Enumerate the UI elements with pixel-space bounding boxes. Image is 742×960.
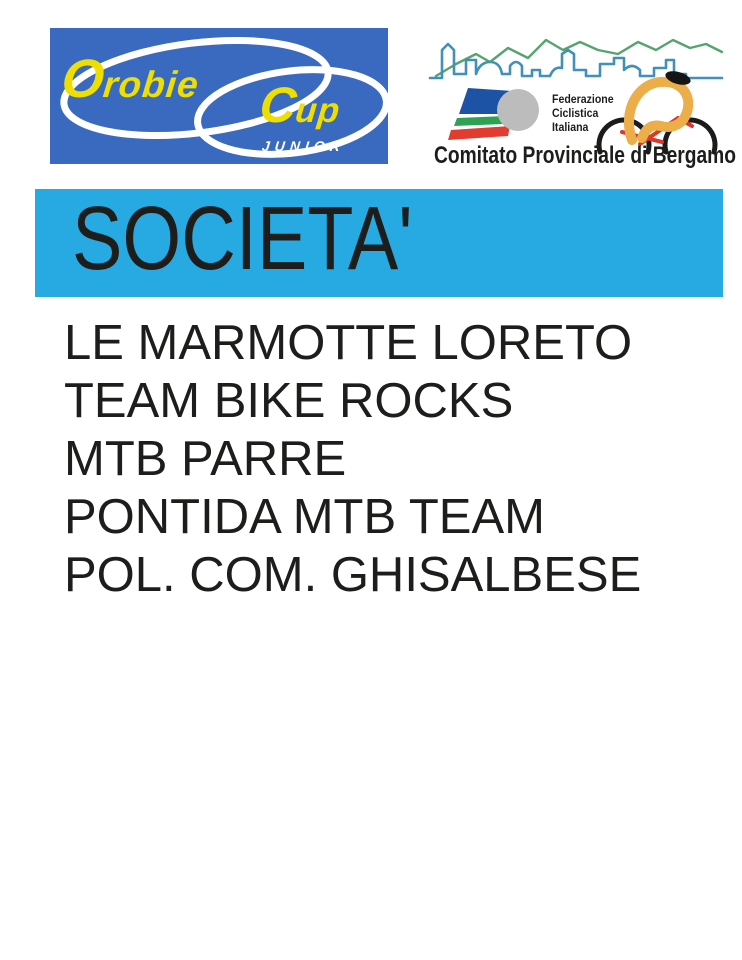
federation-line: Italiana <box>552 120 589 134</box>
federation-line: Federazione <box>552 92 614 106</box>
committee-name: Comitato Provinciale di Bergamo <box>434 142 736 169</box>
federation-name <box>552 92 614 134</box>
societa-banner <box>35 189 723 297</box>
orobie-cap-letter: O <box>58 49 108 109</box>
fci-bergamo-logo <box>428 30 736 172</box>
society-list-item: MTB PARRE <box>64 432 347 486</box>
cup-wordmark <box>257 77 343 133</box>
society-list-item: LE MARMOTTE LORETO <box>64 316 633 370</box>
federation-line: Ciclistica <box>552 106 599 120</box>
society-list-item: TEAM BIKE ROCKS <box>64 374 514 428</box>
society-list-item: PONTIDA MTB TEAM <box>64 490 545 544</box>
societa-title: SOCIETA' <box>72 189 413 289</box>
orobie-cup-junior-logo <box>50 28 388 164</box>
society-list <box>64 314 724 604</box>
orobie-wordmark <box>58 49 202 109</box>
cup-rest-letters: up <box>293 91 343 130</box>
cup-cap-letter: C <box>257 77 300 133</box>
orobie-rest-letters: robie <box>101 64 202 105</box>
junior-label: JUNIOR <box>261 138 346 154</box>
society-list-item: POL. COM. GHISALBESE <box>64 548 642 602</box>
